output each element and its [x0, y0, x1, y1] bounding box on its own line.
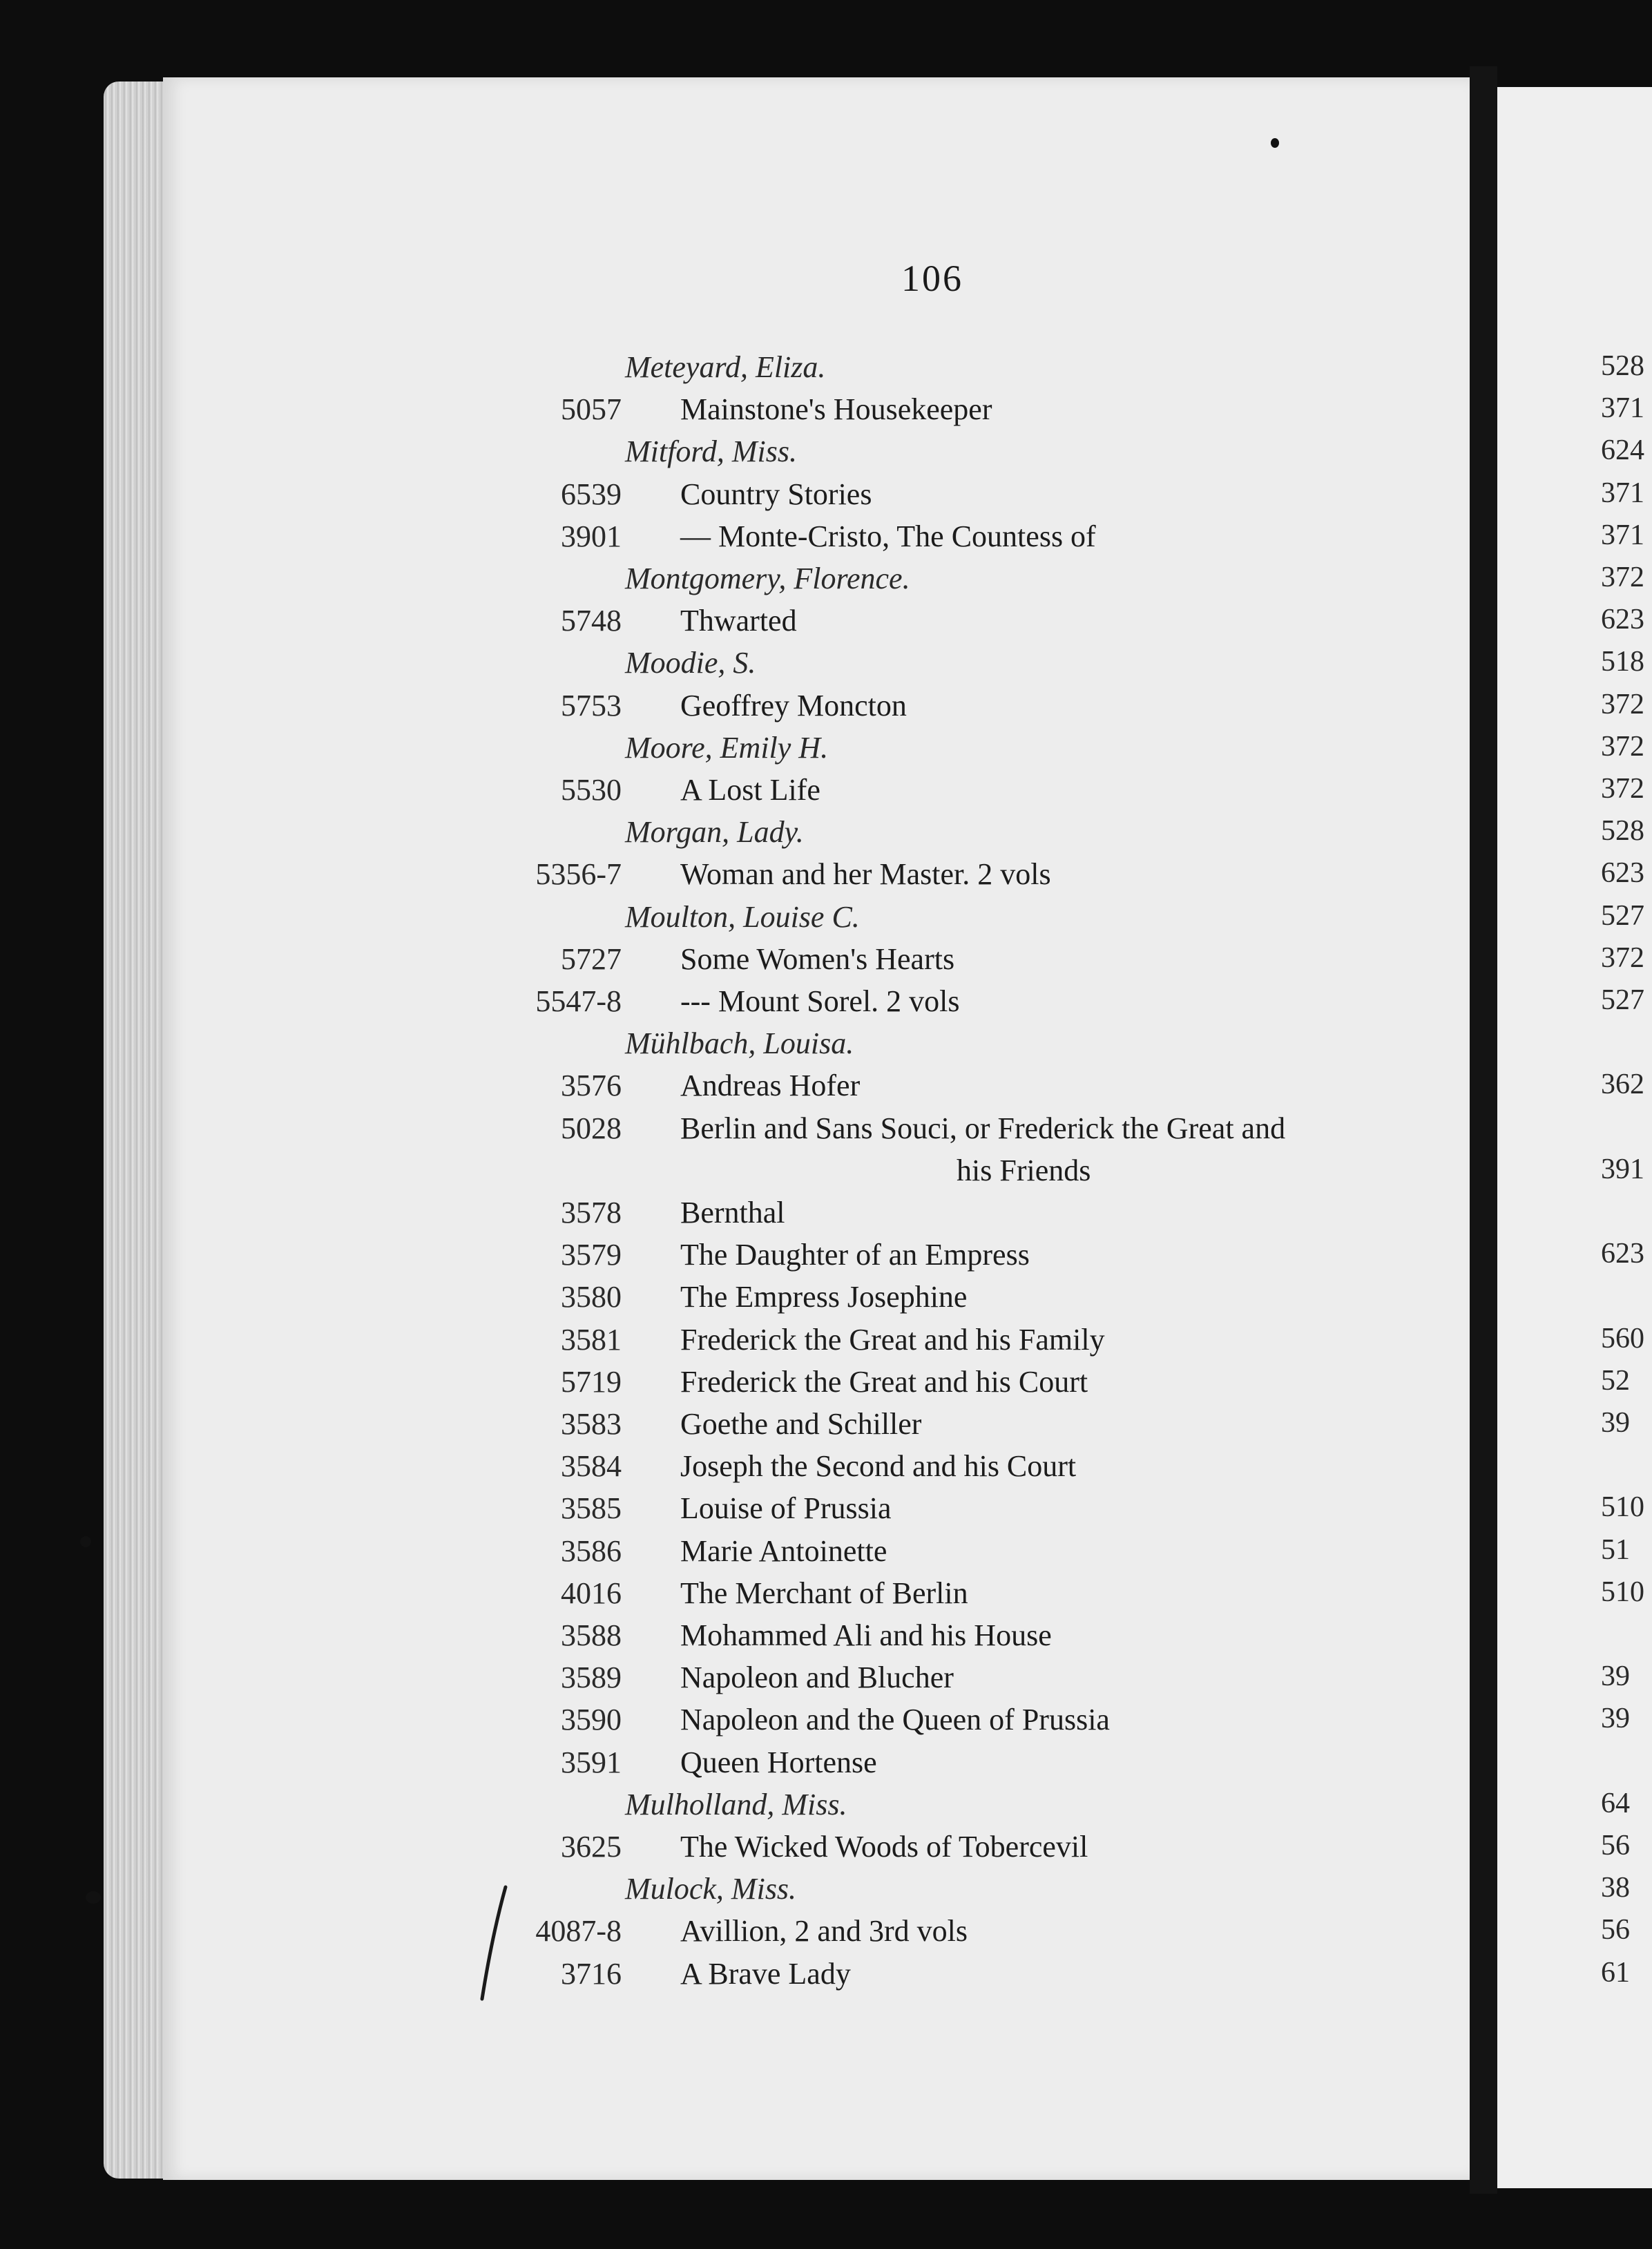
author-name: Moodie, S. — [625, 646, 756, 680]
right-page-number: 371 — [1601, 392, 1644, 425]
book-title: Napoleon and Blucher — [680, 1661, 954, 1695]
catalogue-number: 5530 — [561, 773, 622, 807]
book-title: Andreas Hofer — [680, 1069, 861, 1103]
book-entry-row — [0, 1952, 1470, 1995]
book-gutter — [1470, 66, 1497, 2194]
catalogue-number: 6539 — [561, 477, 622, 511]
book-title: Mohammed Ali and his House — [680, 1618, 1052, 1652]
speck — [1271, 138, 1279, 148]
title-continuation: his Friends — [957, 1153, 1091, 1187]
right-page-number: 528 — [1601, 815, 1644, 848]
right-page-number: 39 — [1601, 1407, 1630, 1439]
catalogue-number: 3591 — [561, 1745, 622, 1779]
book-title: Some Women's Hearts — [680, 941, 955, 976]
book-title: Louise of Prussia — [680, 1491, 892, 1526]
book-entry-row — [0, 1233, 1470, 1276]
right-page-number: 52 — [1601, 1364, 1630, 1397]
right-page-number: 39 — [1601, 1661, 1630, 1693]
catalogue-number: 5753 — [561, 688, 622, 722]
right-page-number: 528 — [1601, 350, 1644, 382]
right-page-number: 560 — [1601, 1322, 1644, 1355]
right-page-number: 56 — [1601, 1914, 1630, 1946]
book-title: The Merchant of Berlin — [680, 1576, 968, 1610]
right-page-number: 372 — [1601, 688, 1644, 720]
right-page-number: 624 — [1601, 434, 1644, 467]
book-title: Queen Hortense — [680, 1745, 877, 1779]
book-title: The Daughter of an Empress — [680, 1238, 1030, 1272]
right-page-number: 371 — [1601, 477, 1644, 509]
right-page-number: 372 — [1601, 730, 1644, 763]
author-name: Montgomery, Florence. — [625, 562, 910, 595]
catalogue-number: 5727 — [561, 941, 622, 976]
book-title: Avillion, 2 and 3rd vols — [680, 1914, 968, 1949]
book-entry-row — [0, 1318, 1470, 1361]
author-heading-row — [0, 345, 1470, 388]
author-heading-row — [0, 1867, 1470, 1910]
book-entry-row — [0, 1402, 1470, 1445]
author-name: Mitford, Miss. — [625, 434, 797, 469]
book-entry-row — [0, 515, 1470, 557]
book-title: Geoffrey Moncton — [680, 688, 907, 722]
right-page-number: 371 — [1601, 519, 1644, 551]
book-title: Joseph the Second and his Court — [680, 1449, 1077, 1484]
catalogue-number: 3625 — [561, 1830, 622, 1864]
book-entry-row — [0, 387, 1470, 430]
catalogue-number: 3579 — [561, 1238, 622, 1272]
right-page-number: 623 — [1601, 857, 1644, 890]
right-page-number: 39 — [1601, 1703, 1630, 1735]
page-number: 106 — [901, 258, 963, 299]
right-page-number: 38 — [1601, 1872, 1630, 1904]
book-entry-row — [0, 1444, 1470, 1487]
catalogue-number: 3590 — [561, 1703, 622, 1737]
right-page-number: 372 — [1601, 562, 1644, 593]
right-page-number: 362 — [1601, 1069, 1644, 1101]
book-entry-row — [0, 1656, 1470, 1698]
book-title: Thwarted — [680, 604, 797, 638]
book-entry-row — [0, 599, 1470, 642]
author-name: Mulholland, Miss. — [625, 1787, 847, 1821]
author-heading-row — [0, 1022, 1470, 1064]
book-entry-row — [0, 1698, 1470, 1741]
right-page-number: 61 — [1601, 1956, 1630, 1989]
book-title: Frederick the Great and his Court — [680, 1364, 1088, 1399]
book-title: Country Stories — [680, 477, 872, 511]
right-page-number: 623 — [1601, 604, 1644, 636]
right-page-number: 527 — [1601, 984, 1644, 1016]
book-entry-row — [0, 768, 1470, 811]
book-title: Woman and her Master. 2 vols — [680, 857, 1051, 892]
catalogue-number: 3576 — [561, 1069, 622, 1103]
right-page-number: 391 — [1601, 1153, 1644, 1185]
book-title: — Monte-Cristo, The Countess of — [680, 519, 1096, 553]
right-page-number: 51 — [1601, 1533, 1630, 1566]
speck — [80, 1536, 91, 1547]
catalogue-number: 3589 — [561, 1661, 622, 1695]
catalogue-number: 5356-7 — [535, 857, 622, 892]
author-heading-row — [0, 430, 1470, 472]
title-continuation-row — [0, 1149, 1470, 1192]
book-title: Berlin and Sans Souci, or Frederick the Great and — [680, 1111, 1286, 1145]
book-title: Mainstone's Housekeeper — [680, 392, 992, 427]
catalogue-number: 3584 — [561, 1449, 622, 1484]
catalogue-number: 5719 — [561, 1364, 622, 1399]
book-entry-row — [0, 852, 1470, 895]
book-entry-row — [0, 1571, 1470, 1614]
catalogue-number: 3583 — [561, 1407, 622, 1441]
book-title: The Wicked Woods of Tobercevil — [680, 1830, 1088, 1864]
catalogue-number: 4016 — [561, 1576, 622, 1610]
book-entry-row — [0, 1360, 1470, 1403]
author-name: Mühlbach, Louisa. — [625, 1026, 854, 1061]
book-entry-row — [0, 937, 1470, 980]
right-page-number: 510 — [1601, 1576, 1644, 1608]
book-entry-row — [0, 1486, 1470, 1529]
book-title: Frederick the Great and his Family — [680, 1322, 1105, 1357]
catalogue-number: 3586 — [561, 1533, 622, 1568]
catalogue-number: 5547-8 — [535, 984, 622, 1018]
right-page-number: 56 — [1601, 1830, 1630, 1862]
right-page-number: 510 — [1601, 1491, 1644, 1524]
author-heading-row — [0, 641, 1470, 684]
right-page-number: 527 — [1601, 899, 1644, 932]
book-title: --- Mount Sorel. 2 vols — [680, 984, 960, 1018]
book-entry-row — [0, 1064, 1470, 1107]
right-page-number: 64 — [1601, 1787, 1630, 1819]
author-name: Moore, Emily H. — [625, 730, 829, 765]
catalogue-number: 3588 — [561, 1618, 622, 1652]
author-name: Meteyard, Eliza. — [625, 350, 826, 384]
right-page-number: 372 — [1601, 941, 1644, 974]
right-page-number: 518 — [1601, 646, 1644, 678]
book-entry-row — [0, 1529, 1470, 1572]
book-title: Napoleon and the Queen of Prussia — [680, 1703, 1110, 1737]
book-title: Marie Antoinette — [680, 1533, 887, 1568]
author-heading-row — [0, 557, 1470, 600]
book-entry-row — [0, 1614, 1470, 1656]
catalogue-number: 3585 — [561, 1491, 622, 1526]
handwritten-mark — [478, 1884, 512, 2002]
catalogue-number: 5028 — [561, 1111, 622, 1145]
book-entry-row — [0, 1825, 1470, 1868]
catalogue-number: 5057 — [561, 392, 622, 427]
catalogue-number: 3581 — [561, 1322, 622, 1357]
book-title: A Brave Lady — [680, 1956, 851, 1991]
right-page-number: 372 — [1601, 773, 1644, 805]
author-name: Moulton, Louise C. — [625, 899, 860, 934]
book-entry-row — [0, 1107, 1470, 1149]
author-heading-row — [0, 810, 1470, 853]
book-title: Goethe and Schiller — [680, 1407, 922, 1441]
catalogue-number: 5748 — [561, 604, 622, 638]
book-entry-row — [0, 472, 1470, 515]
book-title: Bernthal — [680, 1196, 785, 1229]
author-heading-row — [0, 895, 1470, 938]
catalogue-number: 3901 — [561, 519, 622, 553]
book-title: The Empress Josephine — [680, 1280, 968, 1314]
catalogue-number: 4087-8 — [535, 1914, 622, 1949]
right-page-number: 623 — [1601, 1238, 1644, 1270]
book-entry-row — [0, 1909, 1470, 1952]
catalogue-number: 3578 — [561, 1196, 622, 1229]
catalogue-number: 3580 — [561, 1280, 622, 1314]
book-entry-row — [0, 1191, 1470, 1234]
author-name: Morgan, Lady. — [625, 815, 804, 850]
book-entry-row — [0, 684, 1470, 727]
author-name: Mulock, Miss. — [625, 1872, 797, 1906]
book-title: A Lost Life — [680, 773, 820, 807]
speck — [86, 1891, 101, 1904]
author-heading-row — [0, 1783, 1470, 1826]
book-entry-row — [0, 979, 1470, 1022]
catalogue-number: 3716 — [561, 1956, 622, 1991]
author-heading-row — [0, 726, 1470, 769]
book-entry-row — [0, 1275, 1470, 1318]
book-entry-row — [0, 1741, 1470, 1783]
